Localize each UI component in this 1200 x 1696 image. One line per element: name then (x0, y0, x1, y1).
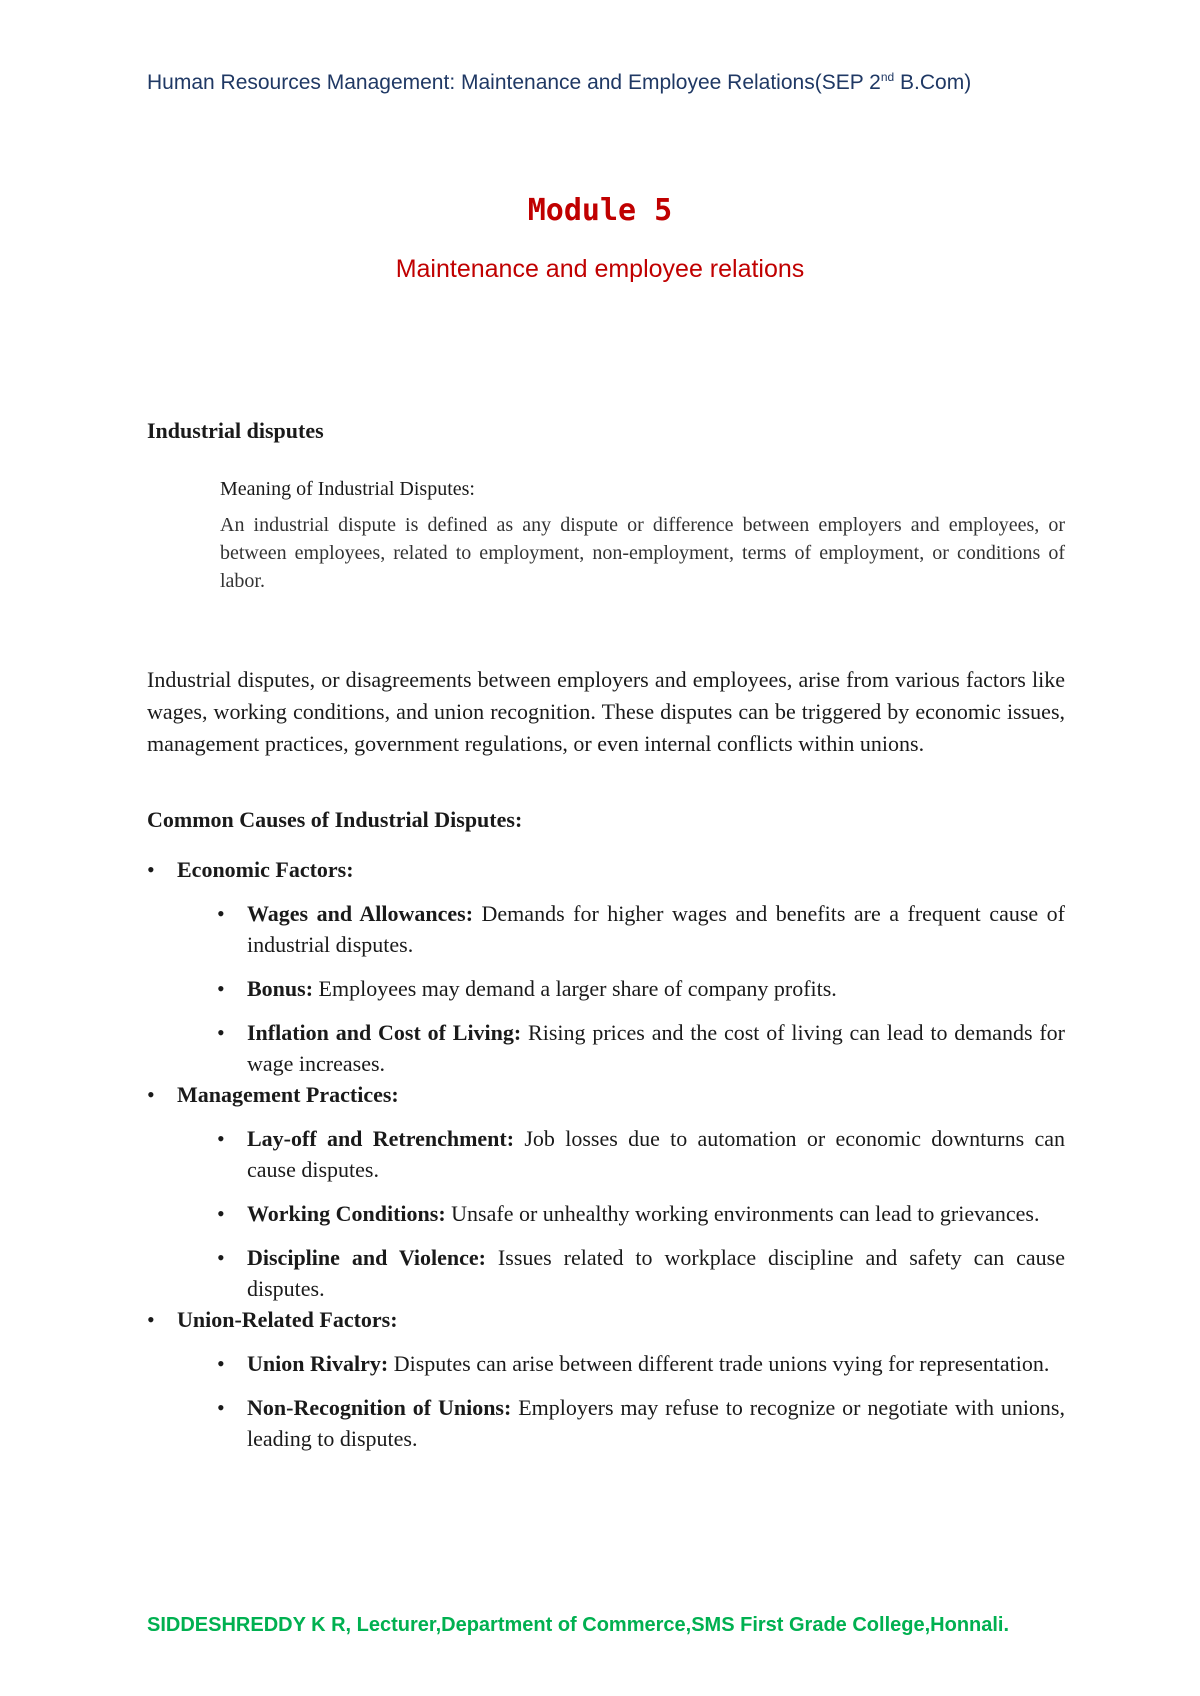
cause-group-title (147, 854, 1065, 885)
cause-item-label: Lay-off and Retrenchment: (247, 1126, 515, 1151)
bullet-icon: • (217, 1020, 225, 1045)
meaning-text: An industrial dispute is defined as any dispute or difference between employers and employees, or between employees, related to employment, non-employment, terms of employment, or conditions of labor. (220, 514, 1065, 592)
cause-item-label: Working Conditions: (247, 1201, 446, 1226)
cause-item (147, 973, 1065, 1004)
causes-list (147, 854, 1065, 1467)
bullet-icon: • (217, 1201, 225, 1226)
bullet-icon: • (217, 976, 225, 1001)
module-subtitle: Maintenance and employee relations (395, 255, 805, 283)
intro-paragraph: Industrial disputes, or disagreements between employers and employees, arise from various factors like wages, working conditions, and union recognition. These disputes can be triggered by economic issues, management practices, government regulations, or even internal conflicts within unions. (147, 667, 1065, 756)
cause-item (147, 1348, 1065, 1379)
cause-item-label: Inflation and Cost of Living: (247, 1020, 522, 1045)
cause-item-text: Job losses due to automation or economic downturns can cause disputes. (247, 1126, 1065, 1182)
cause-group-label: Management Practices: (177, 1082, 399, 1107)
bullet-icon: • (217, 901, 225, 926)
page-footer: SIDDESHREDDY K R, Lecturer,Department of Commerce,SMS First Grade College,Honnali. (147, 1614, 1010, 1636)
bullet-icon: • (217, 1395, 225, 1420)
cause-item-label: Wages and Allowances: (247, 901, 474, 926)
header-superscript: nd (880, 70, 895, 84)
header-text-end: B.Com) (894, 71, 972, 94)
section-heading: Industrial disputes (147, 418, 324, 443)
cause-item-text: Demands for higher wages and benefits are a frequent cause of industrial disputes. (247, 901, 1065, 957)
cause-item (147, 898, 1065, 960)
cause-item (147, 1198, 1065, 1229)
cause-item (147, 1242, 1065, 1304)
cause-item (147, 1392, 1065, 1454)
header-text: Human Resources Management: Maintenance and Employee Relations(SEP 2 (147, 71, 881, 94)
cause-item-text: Disputes can arise between different trade unions vying for representation. (388, 1351, 1050, 1376)
cause-item-label: Union Rivalry: (247, 1351, 389, 1376)
cause-group (147, 854, 1065, 1079)
bullet-icon: • (217, 1245, 225, 1270)
cause-group-title (147, 1304, 1065, 1335)
bullet-icon: • (217, 1351, 225, 1376)
cause-item-label: Bonus: (247, 976, 314, 1001)
cause-item-text: Unsafe or unhealthy working environments can lead to grievances. (445, 1201, 1040, 1226)
cause-item (147, 1123, 1065, 1185)
cause-group-title (147, 1079, 1065, 1110)
bullet-icon: • (147, 1307, 155, 1332)
cause-item-label: Non-Recognition of Unions: (247, 1395, 512, 1420)
cause-item-text: Rising prices and the cost of living can lead to demands for wage increases. (247, 1020, 1065, 1076)
cause-group-label: Economic Factors: (177, 857, 354, 882)
bullet-icon: • (217, 1126, 225, 1151)
page-header (147, 70, 1067, 95)
cause-group-label: Union-Related Factors: (177, 1307, 398, 1332)
cause-item (147, 1017, 1065, 1079)
cause-item-text: Employees may demand a larger share of company profits. (313, 976, 837, 1001)
cause-group (147, 1304, 1065, 1454)
bullet-icon: • (147, 857, 155, 882)
cause-item-text: Employers may refuse to recognize or negotiate with unions, leading to disputes. (247, 1395, 1065, 1451)
meaning-block (220, 478, 1065, 595)
meaning-title: Meaning of Industrial Disputes: (220, 478, 475, 500)
bullet-icon: • (147, 1082, 155, 1107)
cause-group (147, 1079, 1065, 1304)
causes-heading: Common Causes of Industrial Disputes: (147, 807, 523, 832)
cause-item-label: Discipline and Violence: (247, 1245, 486, 1270)
cause-item-text: Issues related to workplace discipline and safety can cause disputes. (247, 1245, 1065, 1301)
module-title: Module 5 (527, 193, 673, 228)
